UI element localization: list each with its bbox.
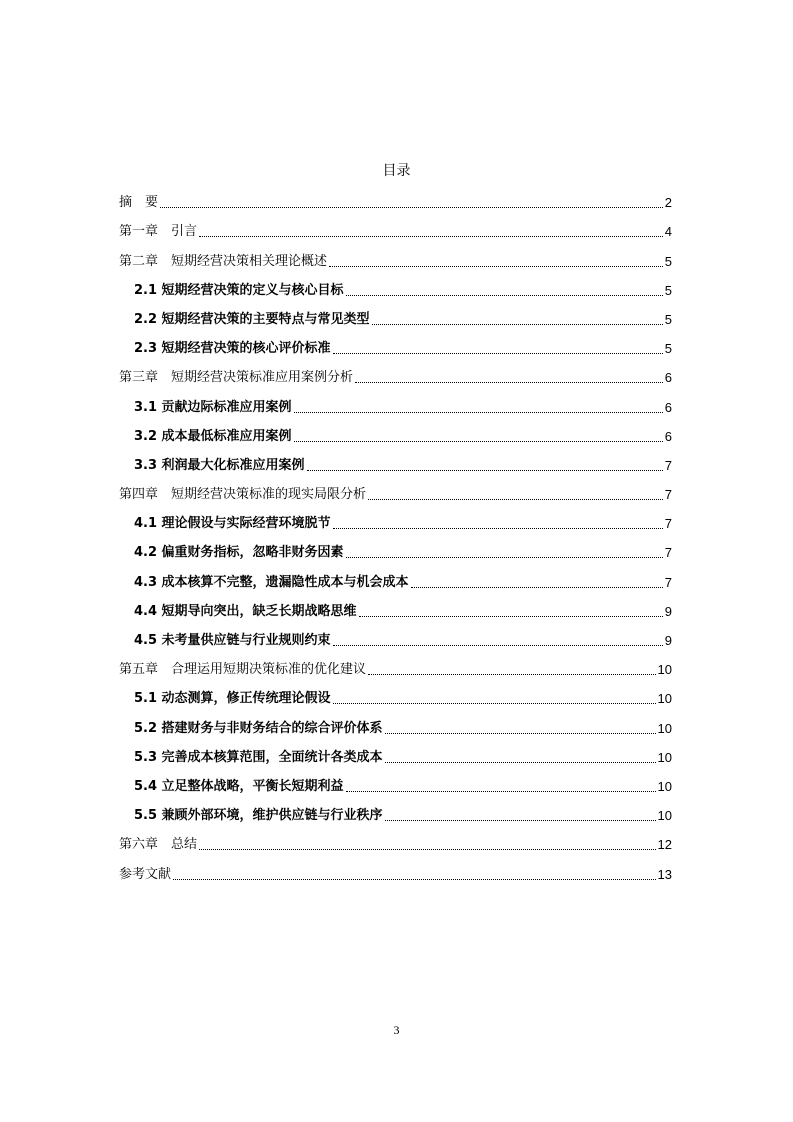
toc-title: 目录 <box>382 163 411 179</box>
toc-entry-page-number: 9 <box>664 633 672 648</box>
dot-leader <box>411 587 663 588</box>
toc-entry-page-number: 12 <box>657 837 672 853</box>
toc-entry-page-number: 10 <box>657 778 672 794</box>
toc-entry-label: 5.1 动态测算，修正传统理论假设 <box>134 691 331 707</box>
toc-entry-label: 4.5 未考量供应链与行业规则约束 <box>134 633 331 648</box>
toc-entry[interactable] <box>119 386 672 415</box>
dot-leader <box>385 733 656 734</box>
dot-leader <box>199 236 663 237</box>
toc-entry-page-number: 5 <box>664 341 672 357</box>
dot-leader <box>355 382 663 383</box>
toc-entry-page-number: 7 <box>664 574 672 590</box>
dot-leader <box>368 499 663 500</box>
toc-entry-page-number: 13 <box>657 866 672 882</box>
toc-entry-page-number: 10 <box>657 720 672 736</box>
dot-leader <box>346 557 663 558</box>
toc-entry-page-number: 5 <box>664 282 672 298</box>
toc-entry-label: 第五章 合理运用短期决策标准的优化建议 <box>119 662 367 678</box>
toc-entry-page-number: 7 <box>664 516 672 532</box>
toc-entry-page-number: 10 <box>657 749 672 765</box>
toc-entry[interactable] <box>119 678 672 707</box>
toc-entry-label: 4.3 成本核算不完整，遗漏隐性成本与机会成本 <box>134 574 409 590</box>
dot-leader <box>294 441 663 442</box>
dot-leader <box>359 616 663 617</box>
toc-entry-label: 第四章 短期经营决策标准的现实局限分析 <box>119 487 367 503</box>
toc-entry[interactable] <box>119 211 672 240</box>
toc-entry[interactable] <box>119 328 672 357</box>
toc-entry-label: 3.3 利润最大化标准应用案例 <box>134 457 305 473</box>
toc-entry-page-number: 7 <box>664 487 672 503</box>
toc-entry-label: 2.2 短期经营决策的主要特点与常见类型 <box>134 311 370 327</box>
toc-entry-label: 摘 要 <box>119 195 159 211</box>
toc-entry[interactable] <box>119 532 672 561</box>
toc-entry-page-number: 6 <box>664 428 672 444</box>
toc-entry-label: 5.4 立足整体战略，平衡长短期利益 <box>134 778 344 794</box>
toc-entry-label: 3.2 成本最低标准应用案例 <box>134 428 292 444</box>
dot-leader <box>333 645 663 646</box>
toc-entry[interactable] <box>119 561 672 590</box>
toc-entry[interactable] <box>119 824 672 853</box>
toc-entry[interactable] <box>119 649 672 678</box>
dot-leader <box>346 295 663 296</box>
toc-entry[interactable] <box>119 591 672 620</box>
dot-leader <box>160 207 663 208</box>
toc-entry[interactable] <box>119 795 672 824</box>
toc-entry[interactable] <box>119 357 672 386</box>
toc-entry-page-number: 5 <box>664 311 672 327</box>
toc-entry-label: 4.4 短期导向突出，缺乏长期战略思维 <box>134 603 357 619</box>
toc-entry-page-number: 7 <box>664 457 672 473</box>
dot-leader <box>385 820 656 821</box>
toc-entry[interactable] <box>119 737 672 766</box>
dot-leader <box>199 849 656 850</box>
toc-entry-label: 5.5 兼顾外部环境，维护供应链与行业秩序 <box>134 808 383 824</box>
toc-entry-page-number: 2 <box>664 195 672 211</box>
toc-entry-page-number: 6 <box>664 370 672 386</box>
dot-leader <box>385 762 656 763</box>
toc-entry-label: 5.3 完善成本核算范围，全面统计各类成本 <box>134 749 383 765</box>
toc-entry[interactable] <box>119 416 672 445</box>
dot-leader <box>333 353 663 354</box>
dot-leader <box>372 324 663 325</box>
toc-entry-label: 3.1 贡献边际标准应用案例 <box>134 399 292 415</box>
toc-entry[interactable] <box>119 503 672 532</box>
dot-leader <box>368 674 656 675</box>
toc-entry-label: 4.1 理论假设与实际经营环境脱节 <box>134 516 331 532</box>
toc-entry-label: 2.3 短期经营决策的核心评价标准 <box>134 341 331 357</box>
toc-entry-label: 第六章 总结 <box>119 837 198 853</box>
toc-entry-page-number: 10 <box>657 662 672 678</box>
toc-entry[interactable] <box>119 299 672 328</box>
toc-entry[interactable] <box>119 182 672 211</box>
toc-entry[interactable] <box>119 766 672 795</box>
toc-entry[interactable] <box>119 240 672 269</box>
toc-entry[interactable] <box>119 853 672 882</box>
toc-entry-label: 5.2 搭建财务与非财务结合的综合评价体系 <box>134 720 383 736</box>
toc-entry-page-number: 9 <box>664 603 672 619</box>
dot-leader <box>307 470 663 471</box>
toc-entry-label: 2.1 短期经营决策的定义与核心目标 <box>134 282 344 298</box>
table-of-contents <box>119 182 672 883</box>
dot-leader <box>346 791 656 792</box>
toc-entry-page-number: 4 <box>664 224 672 240</box>
page-number: 3 <box>393 1023 400 1037</box>
dot-leader <box>329 266 663 267</box>
toc-entry[interactable] <box>119 707 672 736</box>
toc-entry-page-number: 10 <box>657 808 672 824</box>
dot-leader <box>333 528 663 529</box>
toc-entry-label: 参考文献 <box>119 866 172 882</box>
toc-entry[interactable] <box>119 620 672 649</box>
toc-entry-label: 第一章 引言 <box>119 224 198 240</box>
toc-entry-page-number: 7 <box>664 545 672 561</box>
dot-leader <box>173 879 656 880</box>
toc-entry-label: 4.2 偏重财务指标，忽略非财务因素 <box>134 545 344 561</box>
toc-entry[interactable] <box>119 445 672 474</box>
toc-entry[interactable] <box>119 270 672 299</box>
toc-entry-page-number: 5 <box>664 253 672 269</box>
toc-entry[interactable] <box>119 474 672 503</box>
dot-leader <box>333 703 656 704</box>
toc-entry-page-number: 6 <box>664 399 672 415</box>
toc-entry-label: 第二章 短期经营决策相关理论概述 <box>119 253 328 269</box>
dot-leader <box>294 412 663 413</box>
toc-entry-page-number: 10 <box>657 691 672 707</box>
toc-entry-label: 第三章 短期经营决策标准应用案例分析 <box>119 370 354 386</box>
